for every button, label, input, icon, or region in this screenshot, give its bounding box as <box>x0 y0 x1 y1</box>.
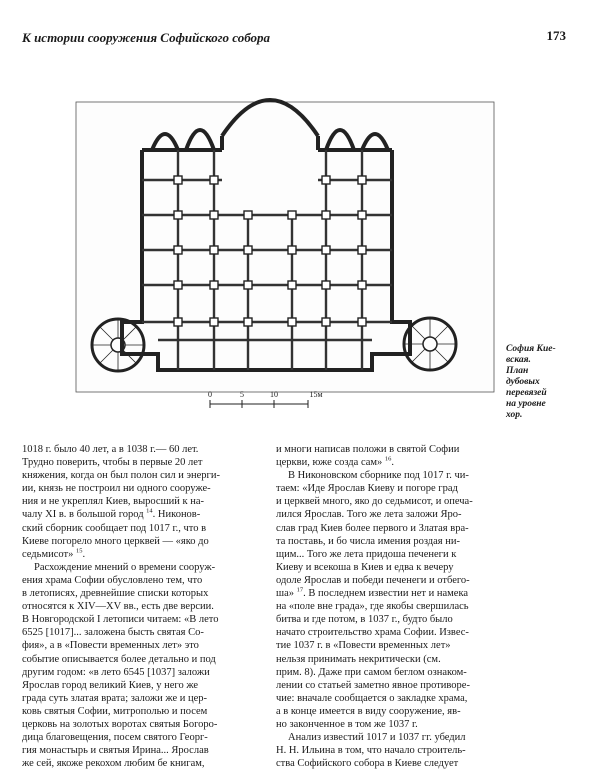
text-line: 6525 [1017]... заложена бысть святая Со- <box>22 627 204 639</box>
text-line: ковь святыя Софии, митрополью и посем <box>22 705 208 717</box>
text-span: чалу XI в. в большой город <box>22 509 144 521</box>
footnote-ref: 17 <box>296 587 304 594</box>
text-line: лился Ярослав. Того же лета заложи Яро- <box>276 509 462 521</box>
text-line: седьмисот» $^{15}$. <box>22 547 86 560</box>
text-line: прим. 8). Даже при самом беглом ознаком- <box>276 666 467 678</box>
scale-label-0: 0 <box>208 390 212 399</box>
paragraph <box>276 469 528 731</box>
footnote-ref: 15 <box>75 547 83 555</box>
text-line: ский сборник сообщает под 1017 г., что в <box>22 522 207 534</box>
text-line: событие описывается более детально и под <box>22 653 216 665</box>
text-line <box>276 587 528 600</box>
text-line: гия монастырь и святыя Ирина... Ярослав <box>22 745 209 757</box>
text-span: Никонов- <box>157 509 201 521</box>
text-span: седьмисот» <box>22 548 74 560</box>
text-line: В Никоновском сборнике под 1017 г. чи- <box>288 470 469 482</box>
text-line: щим... Того же лета придоша печенеги к <box>276 548 457 560</box>
text-line: Киеве погорело много церквей — «яко до <box>22 535 209 547</box>
text-line: Ярослав город великий Киев, у него же <box>22 679 199 691</box>
text-line: чалу XI в. в большой город $^{14}$. Никонов- <box>22 508 201 521</box>
paragraph <box>276 731 528 770</box>
text-line: церковь на золотых воротах святыя Богоро- <box>22 718 218 730</box>
caption-line: План <box>506 366 529 376</box>
text-line: слав град Киев более первого и Златая вра- <box>276 522 469 534</box>
text-span: ша» <box>276 588 294 600</box>
text-line: града суть златая врата; заложи же и цер- <box>22 692 208 704</box>
text-line: таем: «Иде Ярослав Киеву и погоре град <box>276 483 458 495</box>
paragraph <box>22 561 274 771</box>
text-line: и многи написав положи в святой Софии <box>276 444 460 455</box>
text-line: ства Софийского собора в Киеве следует <box>276 758 459 770</box>
text-line: княжения, когда он был полон сил и энерги- <box>22 470 220 482</box>
scale-label-10: 10 <box>270 390 278 399</box>
text-line: в летописях, древнейшие списки которых <box>22 588 209 600</box>
text-line: но законченное в том же 1037 г. <box>276 718 418 730</box>
scale-label-15: 15м <box>309 390 323 399</box>
text-line: относятся к XIV—XV вв., есть две версии. <box>22 601 214 613</box>
text-line: ии, князь не построил ни одного сооруже- <box>22 483 211 495</box>
page-number: 173 <box>546 28 566 43</box>
text-line: фия», а в «Повести временных лет» это <box>22 640 199 652</box>
text-line: нельзя принимать некритически (см. <box>276 653 441 665</box>
text-line: В Новгородской I летописи читаем: «В лето <box>22 614 219 626</box>
text-line: 1018 г. было 40 лет, а в 1038 г.— 60 лет. <box>22 444 199 455</box>
paragraph <box>276 443 528 469</box>
text-line: одоле Ярослав и победи печенеги и отбего- <box>276 574 470 586</box>
text-span: . В последнем известии нет и намека <box>303 588 469 600</box>
text-line: Трудно поверить, чтобы в первые 20 лет <box>22 457 203 469</box>
text-line: и церквей много, яко до седьмисот, и опеча- <box>276 496 473 508</box>
caption-line: София Кие- <box>506 344 556 354</box>
left-column <box>22 443 274 770</box>
text-line: Анализ известий 1017 и 1037 гг. убедил <box>288 732 466 744</box>
text-line: Н. Н. Ильина в том, что начало строитель- <box>276 745 466 757</box>
scale-label-5: 5 <box>240 390 244 399</box>
right-column <box>276 443 528 770</box>
text-line: же сей, якоже рекохом любим бе книгам, <box>22 758 205 770</box>
footnote-ref: 16 <box>384 456 392 463</box>
caption-line: вская. <box>506 355 531 365</box>
floor-plan-figure <box>70 70 500 450</box>
text-line: чие: вначале сообщается о закладке храма, <box>276 692 468 704</box>
text-line: дица благовещения, посем святого Георг- <box>22 732 208 744</box>
footnote-ref: 14 <box>146 508 153 515</box>
text-line: битва и где потом, в 1037 г., будто было <box>276 614 453 626</box>
text-line: начато строительство храма Софии. Извес- <box>276 627 469 639</box>
text-line: другим годом: «в лето 6545 [1037] заложи <box>22 666 210 678</box>
text-line: ения храма Софии обусловлено тем, что <box>22 574 203 586</box>
text-line: ния и не укреплял Киев, выросший к на- <box>22 496 205 508</box>
text-line: Киеву и всекоша в Киев и едва к вечеру <box>276 561 454 573</box>
caption-line: на уровне <box>506 399 546 409</box>
running-head: К истории сооружения Софийского собора <box>22 30 271 45</box>
text-line: лении со статьей заметно явное противоре- <box>276 679 470 691</box>
figure-caption <box>506 344 578 421</box>
text-line: Расхождение мнений о времени сооруж- <box>34 561 216 573</box>
text-line: церкви, юже созда сам» $^{16}$. <box>276 456 395 469</box>
caption-line: перевязей <box>506 388 547 398</box>
text-span: церкви, юже созда сам» <box>276 457 383 469</box>
text-line: тие 1037 г. в «Повести временных лет» <box>276 640 451 652</box>
text-line: а в конце имеется в виду сооружение, яв- <box>276 705 461 717</box>
plan-ground <box>76 102 494 392</box>
scale-bar <box>210 400 308 408</box>
paragraph <box>22 443 274 561</box>
text-line: на «поле вне града», где якобы свершилась <box>276 601 469 613</box>
caption-line: хор. <box>506 410 523 420</box>
text-line: та поставь, и бо числа имения роздая ни- <box>276 535 460 547</box>
caption-line: дубовых <box>506 377 540 387</box>
